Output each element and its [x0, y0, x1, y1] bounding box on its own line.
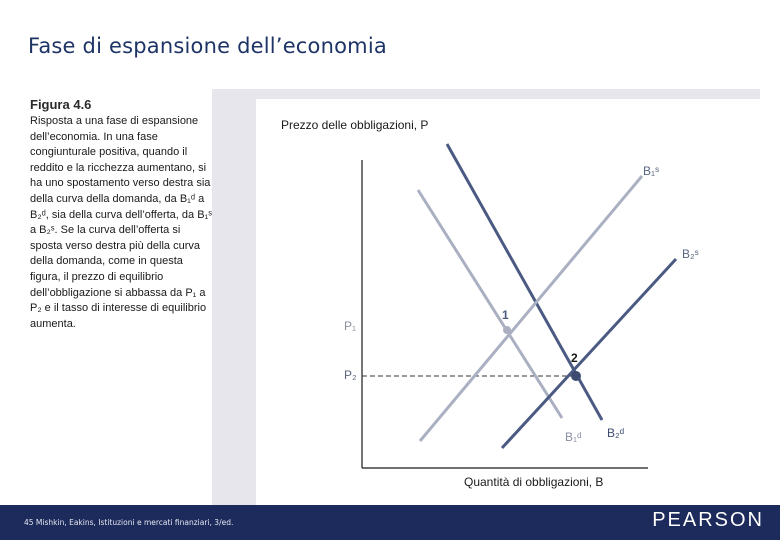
supply-curve-1: [420, 176, 642, 441]
y-axis-label: Prezzo delle obbligazioni, P: [281, 118, 429, 132]
footer-bar: [0, 505, 780, 540]
price-1-label: P₁: [344, 319, 357, 333]
supply-1-label: B₁ˢ: [643, 164, 660, 178]
supply-2-label: B₂ˢ: [682, 247, 699, 261]
publisher-logo: PEARSON: [652, 509, 764, 531]
equilibrium-1-label: 1: [502, 308, 509, 322]
equilibrium-point-2: [571, 371, 581, 381]
price-2-label: P₂: [344, 368, 357, 382]
equilibrium-point-1: [503, 326, 511, 334]
demand-2-label: B₂ᵈ: [607, 426, 625, 440]
figure-caption-text: Risposta a una fase di espansione dell’economia. In una fase congiunturale positiva, quando il reddito e la ricchezza aumentano, si ha uno spostamento verso destra sia della curva della domanda, da B₁ᵈ a B₂ᵈ, sia della curva dell’offerta, da B₁ˢ a B₂ˢ. Se la curva dell’offerta si sposta verso destra più della curva della domanda, come in questa figura, il prezzo di equilibrio dell’obbligazione si abbassa da P₁ a P₂ e il tasso di interesse di equilibrio aumenta.: [30, 115, 212, 330]
x-axis-label: Quantità di obbligazioni, B: [464, 475, 604, 489]
equilibrium-2-label: 2: [571, 351, 578, 365]
slide-title: Fase di espansione dell’economia: [28, 34, 387, 58]
demand-curve-1: [418, 190, 562, 418]
footer-citation: 45 Mishkin, Eakins, Istituzioni e mercati finanziari, 3/ed.: [24, 518, 234, 527]
demand-1-label: B₁ᵈ: [565, 430, 582, 444]
figure-label: Figura 4.6: [30, 97, 92, 112]
